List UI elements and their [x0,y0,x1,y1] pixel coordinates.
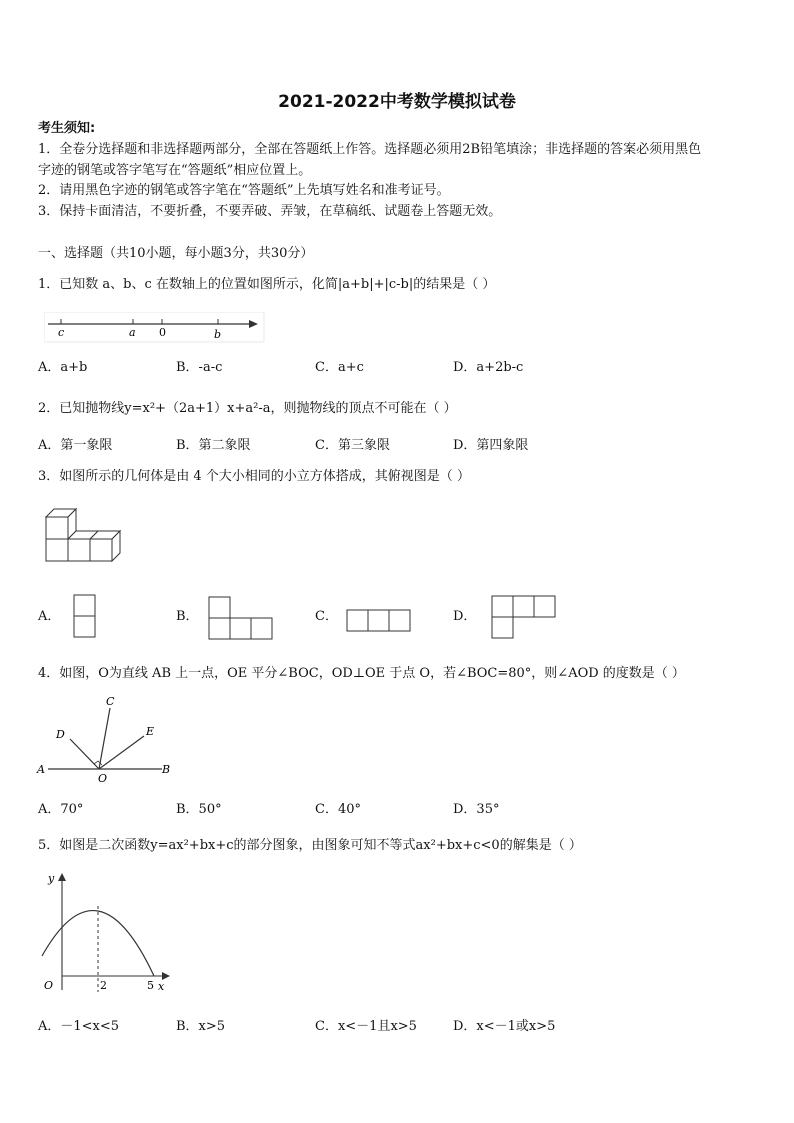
question-4-stem: 4．如图，O为直线 AB 上一点，OE 平分∠BOC，OD⊥OE 于点 O，若∠BOC=80°，则∠AOD 的度数是（ ） [38,666,685,681]
point-label-o: O [98,772,108,785]
q5-option-c[interactable]: C．x<－1且x>5 [315,1019,417,1034]
section-heading: 一、选择题（共10小题，每小题3分，共30分） [38,246,314,261]
q4-option-b[interactable]: B．50° [176,802,222,817]
q1-option-c[interactable]: C．a+c [315,360,364,375]
q1-option-d[interactable]: D．a+2b-c [453,360,524,375]
tick-label-0: 0 [159,326,166,339]
q3-option-c-figure[interactable] [346,609,414,633]
q2-option-b[interactable]: B．第二象限 [176,438,251,453]
tick-label-a: a [129,326,136,339]
tick-label-b: b [214,328,222,341]
notice-item: 字迹的钢笔或答字笔写在“答题纸”相应位置上。 [38,163,312,178]
question-5-stem: 5．如图是二次函数y=ax²+bx+c的部分图象，由图象可知不等式ax²+bx+c<0的解集是（ ） [38,838,582,853]
q3-option-d-figure[interactable] [491,595,559,639]
q4-option-d[interactable]: D．35° [453,802,500,817]
q4-option-a[interactable]: A．70° [38,802,84,817]
point-label-a: A [37,763,45,776]
q3-option-d[interactable]: D． [453,609,477,624]
notice-item: 3．保持卡面清洁，不要折叠，不要弄破、弄皱，在草稿纸、试题卷上答题无效。 [38,204,502,219]
q1-option-b[interactable]: B．-a-c [176,360,223,375]
angle-figure [34,694,176,786]
number-line-figure [44,312,266,344]
question-3-stem: 3．如图所示的几何体是由 4 个大小相同的小立方体搭成，其俯视图是（ ） [38,469,470,484]
q2-option-c[interactable]: C．第三象限 [315,438,390,453]
tick-label-2: 2 [100,979,107,992]
tick-label-c: c [58,326,65,339]
q3-option-a[interactable]: A． [38,609,61,624]
tick-label-5: 5 [147,979,154,992]
q5-option-d[interactable]: D．x<－1或x>5 [453,1019,556,1034]
cube-solid-figure [42,503,128,565]
notice-heading: 考生须知: [38,121,96,136]
q5-option-a[interactable]: A．－1<x<5 [38,1019,120,1034]
point-label-c: C [106,695,115,708]
axis-label-x: x [158,980,165,993]
point-label-d: D [56,728,65,741]
notice-item: 2．请用黑色字迹的钢笔或答字笔在“答题纸”上先填写姓名和准考证号。 [38,183,450,198]
q2-option-d[interactable]: D．第四象限 [453,438,529,453]
question-1-stem: 1．已知数 a、b、c 在数轴上的位置如图所示，化简|a+b|+|c-b|的结果是（ ） [38,277,496,292]
axis-label-y: y [48,872,55,885]
q2-option-a[interactable]: A．第一象限 [38,438,113,453]
q5-option-b[interactable]: B．x>5 [176,1019,226,1034]
q4-option-c[interactable]: C．40° [315,802,361,817]
q3-option-b[interactable]: B． [176,609,199,624]
page-title: 2021-2022中考数学模拟试卷 [278,92,516,112]
question-2-stem: 2．已知抛物线y=x²+（2a+1）x+a²-a，则抛物线的顶点不可能在（ ） [38,401,457,416]
q3-option-b-figure[interactable] [208,596,276,640]
q3-option-c[interactable]: C． [315,609,338,624]
axis-label-origin: O [44,979,54,992]
notice-item: 1．全卷分选择题和非选择题两部分，全部在答题纸上作答。选择题必须用2B铅笔填涂；非选择题的答案必须用黑色 [38,142,702,157]
q3-option-a-figure[interactable] [73,594,97,638]
point-label-e: E [146,725,155,738]
parabola-figure [36,868,176,996]
point-label-b: B [162,763,171,776]
q1-option-a[interactable]: A．a+b [38,360,88,375]
